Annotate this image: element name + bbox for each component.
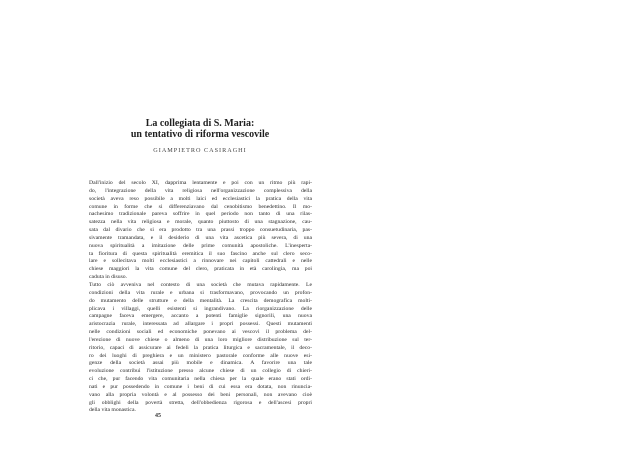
text-line: sivamente tramandata, e il desiderio di una vita ascetica più severa, di una xyxy=(89,234,312,241)
text-line: caduta in disuso. xyxy=(89,274,128,281)
article-title xyxy=(0,118,400,140)
paragraph-1 xyxy=(80,180,312,282)
text-line: Dall'inizio del secolo XI, dapprima lentamente e poi con un ritmo più rapi- xyxy=(89,180,312,186)
text-line: plicava i villaggi, quelli esistenti si ingrandivano. La riorganizzazione delle xyxy=(89,305,312,312)
text-line: ci che, pur facendo vita comunitaria nella chiesa per la quale erano stati ordi- xyxy=(89,376,312,383)
text-line: condizioni della vita rurale e urbana si trasformavano, provocando un profon- xyxy=(89,289,312,296)
text-line: campagne faceva emergere, accanto a potenti famiglie signorili, una nuova xyxy=(89,313,312,320)
text-line: nelle condizioni sociali ed economiche ponevano ai vescovi il problema del- xyxy=(89,329,312,336)
text-line: genze della società assai più mobile e dinamica. A favorire una tale xyxy=(89,360,312,367)
text-line: evoluzione contribuì l'istituzione presso alcune chiese di un collegio di chieri- xyxy=(89,368,312,375)
text-line: ta fioritura di questa spiritualità eremitica il suo fascino anche sul clero seco- xyxy=(89,250,312,257)
paragraph-2 xyxy=(80,282,312,415)
page-number: 45 xyxy=(155,413,161,419)
text-line: comune in forme che si differenziavano dal cenobitismo benedettino. Il mo- xyxy=(89,203,312,210)
text-line: Tutto ciò avveniva nel contesto di una società che mutava rapidamente. Le xyxy=(89,281,312,288)
text-line: della vita monastica. xyxy=(89,407,136,414)
text-line: do mutamento delle strutture e della mentalità. La crescita demografica molti- xyxy=(89,297,312,304)
author-name: GIAMPIETRO CASIRAGHI xyxy=(153,147,247,154)
text-line: sata dal divario che si era prodotto tra una prassi troppo consuetudinaria, pas- xyxy=(89,227,312,234)
body-text xyxy=(80,180,312,415)
text-line: vano alla propria volontà e al possesso dei beni personali, non avevano cioè xyxy=(89,391,312,398)
text-line: nuova spiritualità a imitazione delle prime comunità apostoliche. L'inesperta- xyxy=(89,242,312,249)
text-line: satezza nella vita religiosa e morale, quanto piuttosto di una stagnazione, cau- xyxy=(89,219,312,226)
text-line: nachesimo tradizionale pareva soffrire in quel periodo non tanto di una rilas- xyxy=(89,211,312,218)
text-line: lare e sollecitava molti ecclesiastici a rinnovare nei capitoli cattedrali e nelle xyxy=(89,258,312,265)
text-line: ro dei luoghi di preghiera e un ministero pastorale conforme alle nuove esi- xyxy=(89,352,312,359)
text-line: chiese maggiori la vita comune del clero, praticata in età carolingia, ma poi xyxy=(89,266,312,273)
text-line: do, l'integrazione della vita religiosa nell'organizzazione complessiva della xyxy=(89,187,312,194)
text-line: l'erezione di nuove chiese o almeno di una loro migliore distribuzione sul ter- xyxy=(89,336,312,343)
text-line: società aveva reso possibile a molti laici ed ecclesiastici la pratica della vita xyxy=(89,195,312,202)
text-line: aristocrazia rurale, interessata ad allargare i propri possessi. Questi mutamenti xyxy=(89,321,312,328)
title-line-2: un tentativo di riforma vescovile xyxy=(130,129,270,140)
title-line-1: La collegiata di S. Maria: xyxy=(145,118,255,129)
text-line: nati e pur possedendo in comune i beni di cui essa era dotata, non rinuncia- xyxy=(89,383,312,390)
text-line: gli obblighi della povertà stretta, dell'obbedienza rigorosa e dell'ascesi propri xyxy=(89,399,312,406)
text-line: ritorio, capaci di assicurare ai fedeli la pratica liturgica e sacramentale, il deco- xyxy=(89,344,312,351)
